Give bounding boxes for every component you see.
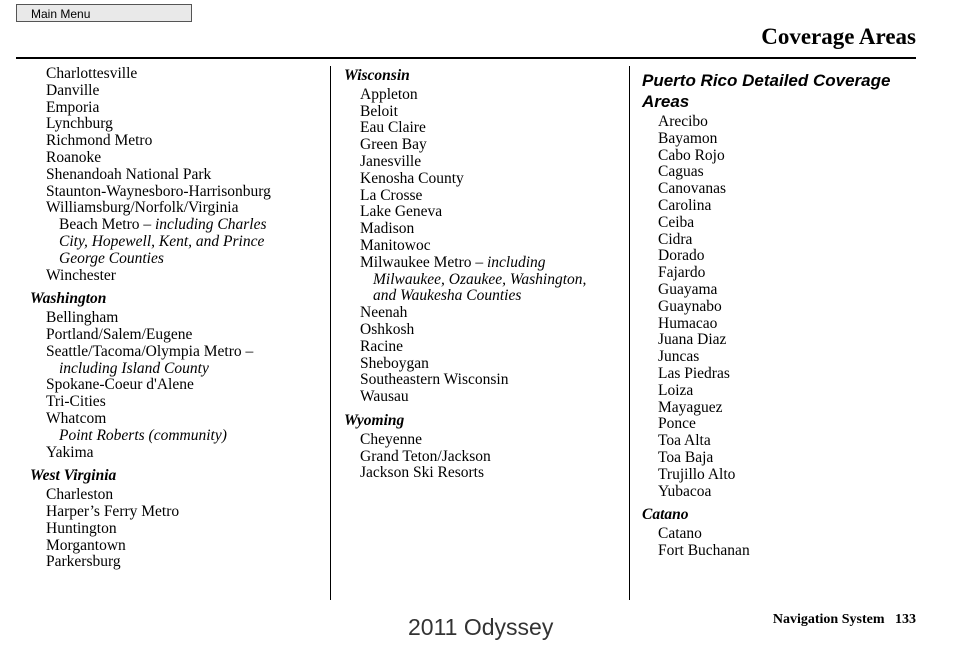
list-item: Richmond Metro [46,132,153,150]
page-footer [773,612,916,628]
list-item: Charleston [46,486,114,504]
list-item: Cabo Rojo [658,146,725,164]
list-item: Humacao [658,314,718,332]
list-item: Arecibo [658,113,708,130]
list-item: Tri-Cities [46,393,106,411]
list-item: Portland/Salem/Eugene [46,325,193,343]
list-item: Staunton-Waynesboro-Harrisonburg [46,182,271,200]
list-item [344,255,622,272]
list-item: Ponce [658,415,696,433]
state-heading-wyoming: Wyoming [344,411,405,429]
list-item: Toa Alta [658,432,711,450]
coverage-note: including Island County [59,359,209,377]
coverage-note: Milwaukee, Ozaukee, Washington, [373,270,587,288]
list-item: Carolina [658,196,712,214]
list-item: Green Bay [360,136,427,154]
list-item: Appleton [360,85,418,103]
list-item: Lake Geneva [360,203,443,221]
state-heading-washington: Washington [30,290,107,308]
list-item: Spokane-Coeur d'Alene [46,376,194,394]
list-item: Winchester [46,266,116,284]
list-item: Morgantown [46,536,126,554]
section-heading-line: Areas [642,92,690,111]
list-item: Parkersburg [46,553,121,571]
list-item: Lynchburg [46,115,113,133]
list-item: Mayaguez [658,398,723,416]
list-item: Oshkosh [360,320,415,338]
column-3 [642,66,932,560]
list-item-text: Beach Metro – [59,216,155,234]
coverage-note: and Waukesha Counties [373,287,522,305]
list-item: Danville [46,81,100,99]
list-item: Eau Claire [360,119,426,137]
section-heading-puerto-rico [642,70,932,112]
coverage-note: Point Roberts (community) [59,426,227,444]
state-heading-wisconsin: Wisconsin [344,67,410,84]
list-item: Charlottesville [46,65,138,82]
column-2 [344,66,622,482]
list-item: La Crosse [360,186,423,204]
list-item: Ceiba [658,213,695,231]
list-item: Juncas [658,348,700,366]
list-item: Cidra [658,230,693,248]
column-divider [330,66,331,600]
puerto-rico-city-list [642,114,932,500]
column-1 [30,66,322,571]
footer-section-name: Navigation System [772,612,885,627]
coverage-note: including [486,253,546,271]
list-item: Madison [360,220,415,238]
list-item: Racine [360,337,404,355]
list-item: Las Piedras [658,364,730,382]
list-item: Juana Diaz [658,331,727,349]
list-item-text: Milwaukee Metro – [360,253,487,271]
list-item: Guaynabo [658,297,722,315]
list-item: Bellingham [46,309,119,327]
list-item: Williamsburg/Norfolk/Virginia [46,199,239,217]
watermark-text: 2011 Odyssey [408,614,554,640]
list-item: Beloit [360,102,398,120]
list-item: Yakima [46,443,94,461]
list-item: Shenandoah National Park [46,165,212,183]
list-item: Jackson Ski Resorts [360,464,484,482]
state-heading-west-virginia: West Virginia [30,467,117,485]
list-item: Roanoke [46,148,102,166]
list-item: Harper’s Ferry Metro [46,502,180,520]
header-rule [16,57,916,59]
list-item: Southeastern Wisconsin [360,371,509,389]
list-item: Neenah [360,304,408,322]
main-menu-button[interactable]: Main Menu [16,4,192,22]
list-item: Janesville [360,152,422,170]
list-item: Canovanas [658,180,727,198]
list-item: Guayama [658,280,718,298]
list-item: Grand Teton/Jackson [360,447,491,465]
section-heading-line: Puerto Rico Detailed Coverage [642,71,891,90]
list-item: Fajardo [658,264,706,282]
list-item: Wausau [360,388,409,406]
list-item: Cheyenne [360,430,422,448]
page-title: Coverage Areas [761,24,916,49]
list-item: Emporia [46,98,100,116]
state-heading-catano: Catano [642,506,689,524]
list-item: Huntington [46,519,117,537]
list-item: Dorado [658,247,705,265]
list-item: Fort Buchanan [658,541,750,559]
list-item: Bayamon [658,129,718,147]
list-item: Trujillo Alto [658,465,736,483]
list-item: Manitowoc [360,236,431,254]
coverage-note: including Charles [154,216,267,234]
list-item: Sheboygan [360,354,429,372]
list-item: Loiza [658,381,694,399]
list-item: Yubacoa [658,482,712,500]
list-item: Whatcom [46,409,107,427]
page-number: 133 [895,612,916,627]
coverage-note: George Counties [59,249,164,267]
column-divider [629,66,630,600]
list-item: Toa Baja [658,448,714,466]
list-item: Catano [658,525,702,543]
list-item-continuation [30,217,322,234]
list-item: Seattle/Tacoma/Olympia Metro – [46,342,254,360]
coverage-note: City, Hopewell, Kent, and Prince [59,232,265,250]
list-item: Caguas [658,163,704,181]
list-item: Kenosha County [360,169,464,187]
